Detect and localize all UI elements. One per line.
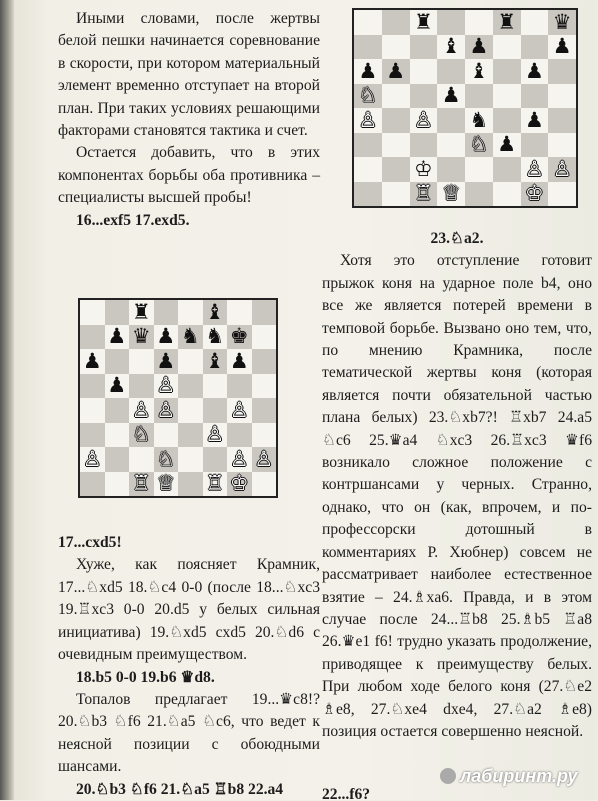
diagram-1-square <box>521 108 549 133</box>
labirint-logo-icon <box>440 768 456 784</box>
watermark <box>440 766 578 787</box>
chess-piece-icon: ♟ <box>358 58 378 83</box>
chess-piece-icon: ♟ <box>156 324 176 349</box>
diagram-1-square <box>354 35 382 60</box>
chess-piece-icon: ♚ <box>229 324 249 349</box>
diagram-1-square <box>382 108 410 133</box>
diagram-1-square <box>465 133 493 158</box>
diagram-1-square <box>465 84 493 109</box>
diagram-1-square <box>465 108 493 133</box>
diagram-2-spacer <box>58 232 320 532</box>
right-column-paragraph: 23.♘a2. <box>430 230 484 247</box>
diagram-1-square <box>465 182 493 207</box>
diagram-1-square <box>548 59 576 84</box>
diagram-1-square <box>548 10 576 35</box>
diagram-1-square <box>354 157 382 182</box>
chess-piece-icon: ♟ <box>156 348 176 373</box>
right-column-paragraph: Хотя это отступление готовит прыжок коня на ударное поле b4, оно все же является потерей времени в темповой борьбе. Вызвано оно тем, что, по мнению Крамника, после тематической жертвы коня (которая является почти обязательной частью плана белых) 23.♘xb7?! ♖xb7 24.a5 ♘c6 25.♛a4 ♘xc3 26.♖xc3 ♛f6 возникало сложное положение с контршансами у черных. Странно, однако, что он (как, впрочем, и по-профессорски дотошный в комментариях Р. Хюбнер) совсем не рассматривает наиболее естественное взятие – 24.♗xa6. Правда, и в этом случае после 24...♖b8 25.♗b5 ♖a8 26.♛e1 f6! трудно указать продолжение, приводящее к преимуществу белых. При любом ходе белого коня (27.♘e2 ♗e8, 27.♘xe4 dxe4, 27.♘a2 ♗e8) позиция остается совершенно неясной. <box>322 252 592 740</box>
left-column-paragraph: 16...exf5 17.exd5. <box>76 211 190 229</box>
cut-off-move-line: 22...f6? <box>322 786 371 800</box>
chess-piece-icon: ♘ <box>358 83 378 108</box>
chess-piece-icon: ♝ <box>205 299 225 324</box>
right-column <box>322 228 592 743</box>
chess-piece-icon: ♝ <box>205 348 225 373</box>
chess-piece-icon: ♙ <box>131 397 151 422</box>
chess-piece-icon: ♟ <box>82 348 102 373</box>
diagram-1-square <box>493 157 521 182</box>
diagram-1-square <box>548 35 576 60</box>
chess-piece-icon: ♙ <box>358 107 378 132</box>
chess-piece-icon: ♟ <box>107 324 127 349</box>
diagram-1-square <box>465 10 493 35</box>
diagram-1-square <box>493 133 521 158</box>
diagram-1-square <box>410 10 438 35</box>
chess-piece-icon: ♝ <box>469 58 489 83</box>
diagram-1-square <box>548 84 576 109</box>
chess-piece-icon: ♟ <box>524 107 544 132</box>
chess-piece-icon: ♜ <box>413 9 433 34</box>
diagram-1-square <box>548 157 576 182</box>
chess-piece-icon: ♞ <box>469 107 489 132</box>
diagram-1-square <box>354 59 382 84</box>
chess-piece-icon: ♙ <box>254 446 274 471</box>
chess-piece-icon: ♟ <box>441 83 461 108</box>
chess-piece-icon: ♖ <box>131 471 151 496</box>
diagram-1-square <box>521 84 549 109</box>
diagram-1-square <box>410 157 438 182</box>
diagram-1-square <box>382 35 410 60</box>
diagram-1-square <box>354 84 382 109</box>
diagram-1-square <box>410 84 438 109</box>
chess-piece-icon: ♛ <box>131 324 151 349</box>
diagram-1-square <box>521 10 549 35</box>
left-column-after-board-paragraph: 20.♘b3 ♘f6 21.♘a5 ♖b8 22.a4 <box>76 780 284 798</box>
diagram-1-square <box>493 59 521 84</box>
diagram-1-square <box>354 133 382 158</box>
diagram-1-square <box>437 182 465 207</box>
chess-piece-icon: ♕ <box>441 181 461 206</box>
chess-piece-icon: ♟ <box>497 132 517 157</box>
left-column-paragraph: Остается добавить, что в этих компонентах борьбы оба противника – специалисты высшей пробы! <box>58 144 320 207</box>
diagram-1-square <box>382 59 410 84</box>
chess-piece-icon: ♛ <box>552 9 572 34</box>
chess-piece-icon: ♕ <box>156 471 176 496</box>
chess-piece-icon: ♟ <box>107 373 127 398</box>
diagram-1-square <box>437 157 465 182</box>
chess-piece-icon: ♙ <box>552 156 572 181</box>
chess-piece-icon: ♙ <box>82 446 102 471</box>
diagram-1-square <box>382 133 410 158</box>
chess-piece-icon: ♘ <box>469 132 489 157</box>
diagram-1-square <box>410 182 438 207</box>
left-column-after-board-paragraph: Хуже, как поясняет Крамник, 17...♘xd5 18.♘c4 0-0 (после 18...♘xc3 19.♖xc3 0-0 20.d5 у белых сильная инициатива) 19.♘xd5 cxd5 20.♘d6 с очевидным преимуществом. <box>58 556 320 664</box>
diagram-1-square <box>493 108 521 133</box>
left-column-paragraph: Иными словами, после жертвы белой пешки начинается соревнование в скорости, при котором материальный элемент временно отступает на второй план. При таких условиях решающими факторами становятся тактика и счет. <box>58 10 320 140</box>
chess-piece-icon: ♙ <box>156 397 176 422</box>
diagram-1-square <box>410 108 438 133</box>
chess-piece-icon: ♞ <box>180 324 200 349</box>
chess-piece-icon: ♟ <box>524 58 544 83</box>
chess-piece-icon: ♙ <box>413 107 433 132</box>
diagram-1-square <box>437 59 465 84</box>
chess-piece-icon: ♟ <box>386 58 406 83</box>
diagram-1-square <box>437 35 465 60</box>
diagram-1-square <box>548 108 576 133</box>
chess-piece-icon: ♜ <box>497 9 517 34</box>
chess-piece-icon: ♟ <box>552 34 572 59</box>
diagram-1-square <box>493 182 521 207</box>
chess-diagram-1 <box>352 8 578 208</box>
diagram-1-square <box>493 10 521 35</box>
diagram-1-square <box>437 84 465 109</box>
diagram-1-square <box>521 157 549 182</box>
diagram-1-square <box>354 10 382 35</box>
diagram-1-square <box>354 182 382 207</box>
chess-piece-icon: ♙ <box>205 422 225 447</box>
chess-piece-icon: ♜ <box>131 299 151 324</box>
chess-piece-icon: ♙ <box>229 397 249 422</box>
chess-piece-icon: ♞ <box>205 324 225 349</box>
diagram-1-square <box>437 108 465 133</box>
diagram-1-square <box>437 133 465 158</box>
diagram-1-square <box>410 133 438 158</box>
chess-piece-icon: ♘ <box>156 446 176 471</box>
chess-piece-icon: ♟ <box>229 348 249 373</box>
diagram-1-square <box>382 84 410 109</box>
left-column <box>58 8 320 801</box>
left-column-after-board-paragraph: Топалов предлагает 19...♛c8!? 20.♘b3 ♘f6 21.♘a5 ♘c6, что ведет к неясной позиции с обоюдными шансами. <box>58 690 320 776</box>
diagram-1-square <box>382 157 410 182</box>
diagram-1-square <box>465 157 493 182</box>
diagram-1-square <box>493 35 521 60</box>
diagram-1-square <box>521 133 549 158</box>
diagram-1-square <box>465 35 493 60</box>
chess-piece-icon: ♔ <box>413 156 433 181</box>
left-column-after-board-paragraph: 18.b5 0-0 19.b6 ♛d8. <box>76 668 215 686</box>
chess-piece-icon: ♝ <box>441 34 461 59</box>
diagram-1-square <box>465 59 493 84</box>
chess-piece-icon: ♖ <box>413 181 433 206</box>
diagram-1-square <box>548 182 576 207</box>
diagram-1-square <box>437 10 465 35</box>
diagram-1-square <box>521 59 549 84</box>
watermark-text: лабиринт.ру <box>460 766 578 786</box>
left-column-after-board-paragraph: 17...cxd5! <box>58 534 122 552</box>
diagram-1-square <box>410 59 438 84</box>
diagram-1-square <box>382 10 410 35</box>
diagram-1-square <box>382 182 410 207</box>
chess-piece-icon: ♟ <box>469 34 489 59</box>
chess-piece-icon: ♙ <box>229 446 249 471</box>
diagram-1-square <box>354 108 382 133</box>
chess-piece-icon: ♔ <box>524 181 544 206</box>
diagram-1-square <box>548 133 576 158</box>
chess-piece-icon: ♔ <box>229 471 249 496</box>
page-binding-shadow <box>0 0 14 800</box>
chess-piece-icon: ♙ <box>524 156 544 181</box>
diagram-1-square <box>521 182 549 207</box>
chess-piece-icon: ♘ <box>131 422 151 447</box>
diagram-1-square <box>493 84 521 109</box>
chess-piece-icon: ♙ <box>156 373 176 398</box>
diagram-1-square <box>410 35 438 60</box>
diagram-1-square <box>521 35 549 60</box>
chess-piece-icon: ♖ <box>205 471 225 496</box>
